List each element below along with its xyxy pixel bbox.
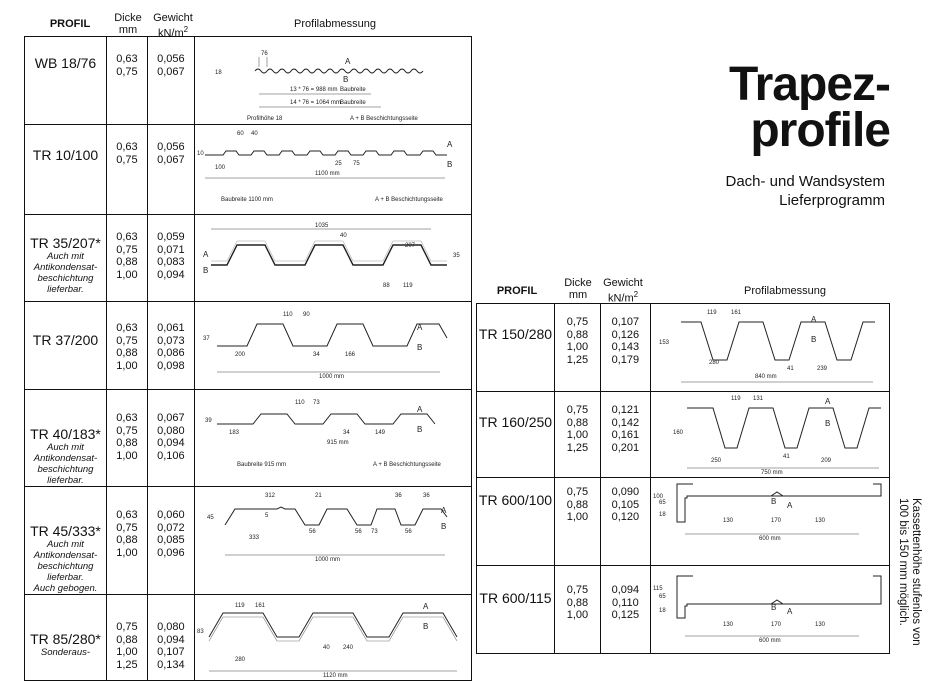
profile-note: Sonderaus- (40, 647, 91, 658)
dicke-values: 0,63 0,75 0,88 1,00 (116, 509, 138, 559)
dim-label: 65 (658, 594, 666, 600)
tr37200-profile-diagram (195, 302, 473, 390)
left-header-gewicht: Gewicht $kN/m^2$ (153, 12, 193, 40)
gewicht-values: 0,059 0,071 0,083 0,094 (157, 231, 185, 281)
side-label-b: B (770, 603, 777, 612)
right-header-profil: PROFIL (496, 285, 538, 297)
table-row (25, 487, 472, 595)
dicke-values: 0,63 0,75 0,88 1,00 (116, 412, 138, 462)
dicke-values: 0,75 0,88 1,00 1,25 (566, 404, 589, 454)
side-label-a: A (416, 405, 423, 414)
profile-name: TR 37/200 (32, 332, 99, 348)
dim-label: 312 (264, 493, 275, 499)
gewicht-values: 0,056 0,067 (157, 53, 185, 78)
dim-label: 100 (652, 494, 663, 500)
profile-name: TR 150/280 (478, 326, 553, 342)
dim-label: 40 (339, 233, 347, 239)
dim-label: 40 (250, 131, 258, 137)
dim-label: Baubreite 1100 mm (220, 197, 273, 203)
tr40183-profile-diagram (195, 390, 473, 476)
dim-label: 1035 (314, 223, 329, 229)
table-row (477, 566, 890, 654)
side-label-a: A (416, 323, 423, 332)
dim-label: 36 (422, 493, 430, 499)
right-profile-table (476, 303, 890, 654)
side-label-b: B (810, 335, 817, 344)
dim-label: 37 (202, 336, 210, 342)
gewicht-values: 0,121 0,142 0,161 0,201 (611, 404, 640, 454)
dim-label: 915 mm (326, 440, 349, 446)
dim-label: 73 (370, 529, 378, 535)
dim-label: 1120 mm (322, 673, 348, 679)
dim-label: 161 (730, 310, 741, 316)
dim-label: 200 (234, 352, 245, 358)
dim-label: 100 (214, 165, 225, 171)
dim-label: 21 (314, 493, 322, 499)
tr160250-profile-diagram (651, 392, 891, 478)
dim-label: 56 (354, 529, 362, 535)
dim-label: 250 (710, 458, 721, 464)
gewicht-values: 0,107 0,126 0,143 0,179 (611, 316, 640, 366)
side-label-b: B (342, 75, 349, 84)
dim-label: Baubreite (339, 100, 366, 106)
dim-label: 90 (302, 312, 310, 318)
dim-label: 88 (382, 283, 390, 289)
dim-label: 45 (206, 515, 214, 521)
dim-label: 39 (204, 418, 212, 424)
dim-label: 149 (374, 430, 385, 436)
right-header-dicke: Dicke mm (564, 277, 592, 301)
dim-label: 36 (394, 493, 402, 499)
dim-label: 41 (786, 366, 794, 372)
table-row (477, 304, 890, 392)
profile-name: TR 160/250 (478, 414, 553, 430)
page-subtitle: Dach- und Wandsystem Lieferprogramm (725, 173, 885, 209)
dim-label: Baubreite 915 mm (236, 462, 286, 468)
dim-label: 240 (342, 645, 353, 651)
tr600100-profile-diagram (651, 478, 891, 566)
dim-label: 130 (814, 622, 825, 628)
right-header-profilabmessung: Profilabmessung (744, 285, 826, 297)
side-label-b: B (422, 622, 429, 631)
side-label-b: B (446, 160, 453, 169)
left-header-profil: PROFIL (49, 18, 91, 30)
tr150280-profile-diagram (651, 304, 891, 392)
dim-label: 280 (708, 360, 719, 366)
profile-name: TR 10/100 (32, 147, 99, 163)
page-title: Trapez- profile (728, 58, 890, 157)
dim-label: 170 (770, 518, 781, 524)
dim-label: 209 (820, 458, 831, 464)
dim-label: 280 (234, 657, 245, 663)
profile-name: WB 18/76 (34, 55, 97, 71)
gewicht-values: 0,090 0,105 0,120 (611, 486, 640, 524)
side-label-b: B (770, 497, 777, 506)
dim-label: 110 (294, 400, 305, 406)
table-row (25, 595, 472, 681)
profile-name: TR 35/207* (30, 235, 101, 251)
gewicht-values: 0,080 0,094 0,107 0,134 (157, 621, 185, 671)
tr10100-profile-diagram (195, 125, 473, 215)
dim-label: 119 (730, 396, 741, 402)
dim-label: 65 (658, 500, 666, 506)
dim-label: 160 (672, 430, 683, 436)
side-label-a: A (786, 607, 793, 616)
tr85280-profile-diagram (195, 595, 473, 681)
side-label-a: A (824, 397, 831, 406)
dim-label: 131 (752, 396, 763, 402)
dim-label: 153 (658, 340, 669, 346)
dim-label: 18 (658, 608, 666, 614)
dim-label: 207 (404, 243, 415, 249)
gewicht-values: 0,056 0,067 (157, 141, 185, 166)
side-label-b: B (416, 343, 423, 352)
table-row (25, 390, 472, 487)
dim-label: 333 (248, 535, 259, 541)
dim-label: 110 (282, 312, 293, 318)
dim-label: 119 (234, 603, 245, 609)
side-label-b: B (824, 419, 831, 428)
dicke-values: 0,75 0,88 1,00 (566, 584, 589, 622)
left-header-dicke: Dicke mm (114, 12, 142, 36)
dicke-values: 0,75 0,88 1,00 1,25 (116, 621, 138, 671)
tr45333-profile-diagram (195, 487, 473, 574)
side-label-a: A (344, 57, 351, 66)
dim-label: 18 (214, 70, 222, 76)
tr600115-profile-diagram (651, 566, 891, 654)
dim-label: 239 (816, 366, 827, 372)
dicke-values: 0,63 0,75 0,88 1,00 (116, 231, 138, 281)
dim-label: A + B Beschichtungsseite (349, 116, 418, 122)
profile-name: TR 85/280* (30, 631, 101, 647)
dim-label: 119 (706, 310, 717, 316)
dim-label: 115 (652, 586, 663, 592)
gewicht-values: 0,067 0,080 0,094 0,106 (157, 412, 185, 462)
dim-label: 75 (352, 161, 360, 167)
dim-label: 41 (782, 454, 790, 460)
dim-label: 600 mm (758, 536, 781, 542)
dim-label: A + B Beschichtungsseite (374, 197, 443, 203)
dicke-values: 0,75 0,88 1,00 (566, 486, 589, 524)
dim-label: 130 (722, 622, 733, 628)
dim-label: 35 (452, 253, 460, 259)
side-label-a: A (202, 250, 209, 259)
wb1876-profile-diagram (195, 37, 473, 125)
dim-label: 73 (312, 400, 320, 406)
side-label-b: B (440, 522, 447, 531)
dim-label: 25 (334, 161, 342, 167)
dim-label: 60 (236, 131, 244, 137)
gewicht-values: 0,060 0,072 0,085 0,096 (157, 509, 185, 559)
profile-note: Auch mit Antikondensat- beschichtung lieferbar. Auch gebogen. (33, 539, 98, 594)
side-label-a: A (810, 315, 817, 324)
dim-label: 170 (770, 622, 781, 628)
kassetten-side-note: Kassettenhöhe stufenlos von 100 bis 150 mm möglich. (897, 498, 922, 646)
side-label-a: A (440, 506, 447, 515)
profile-note: Auch mit Antikondensat- beschichtung lieferbar. (33, 442, 98, 486)
dim-label: 5 (264, 513, 269, 519)
dim-label: Baubreite (339, 87, 366, 93)
side-label-b: B (416, 425, 423, 434)
gewicht-values: 0,061 0,073 0,086 0,098 (157, 322, 185, 372)
dicke-values: 0,75 0,88 1,00 1,25 (566, 316, 589, 366)
table-row (25, 215, 472, 302)
dim-label: A + B Beschichtungsseite (372, 462, 441, 468)
side-label-b: B (202, 266, 209, 275)
dim-label: 13 * 76 = 988 mm (289, 87, 338, 93)
side-label-a: A (786, 501, 793, 510)
dim-label: 161 (254, 603, 265, 609)
dim-label: 183 (228, 430, 239, 436)
dim-label: 600 mm (758, 638, 781, 644)
dim-label: 166 (344, 352, 355, 358)
dim-label: 1000 mm (318, 374, 344, 380)
tr35207-profile-diagram (195, 215, 473, 302)
dim-label: 130 (814, 518, 825, 524)
left-header-profilabmessung: Profilabmessung (294, 18, 376, 30)
dim-label: 1100 mm (314, 171, 340, 177)
table-row (477, 392, 890, 478)
left-profile-table (24, 36, 472, 681)
dim-label: 119 (402, 283, 413, 289)
profile-name: TR 600/115 (479, 590, 552, 606)
table-row (25, 125, 472, 215)
dim-label: 10 (196, 151, 204, 157)
table-row (25, 37, 472, 125)
dicke-values: 0,63 0,75 (116, 53, 138, 78)
dim-label: 1000 mm (314, 557, 340, 563)
side-label-a: A (422, 602, 429, 611)
dim-label: 83 (196, 629, 204, 635)
dim-label: 76 (260, 51, 268, 57)
dim-label: 56 (308, 529, 316, 535)
dim-label: 840 mm (754, 374, 777, 380)
profile-name: TR 600/100 (478, 492, 553, 508)
dim-label: 14 * 76 = 1064 mm (289, 100, 341, 106)
dim-label: 130 (722, 518, 733, 524)
dim-label: 18 (658, 512, 666, 518)
table-row (25, 302, 472, 390)
dim-label: 750 mm (760, 470, 783, 476)
dim-label: 34 (342, 430, 350, 436)
dicke-values: 0,63 0,75 (116, 141, 138, 166)
dim-label: 56 (404, 529, 412, 535)
dim-label: 34 (312, 352, 320, 358)
side-label-a: A (446, 140, 453, 149)
gewicht-values: 0,094 0,110 0,125 (611, 584, 640, 622)
dicke-values: 0,63 0,75 0,88 1,00 (116, 322, 138, 372)
profile-note: Auch mit Antikondensat- beschichtung lieferbar. (33, 251, 98, 295)
profile-name: TR 45/333* (30, 523, 101, 539)
profile-name: TR 40/183* (30, 426, 101, 442)
right-header-gewicht: Gewicht $kN/m^2$ (603, 277, 643, 305)
dim-label: Profilhöhe 18 (246, 116, 283, 122)
dim-label: 40 (322, 645, 330, 651)
table-row (477, 478, 890, 566)
